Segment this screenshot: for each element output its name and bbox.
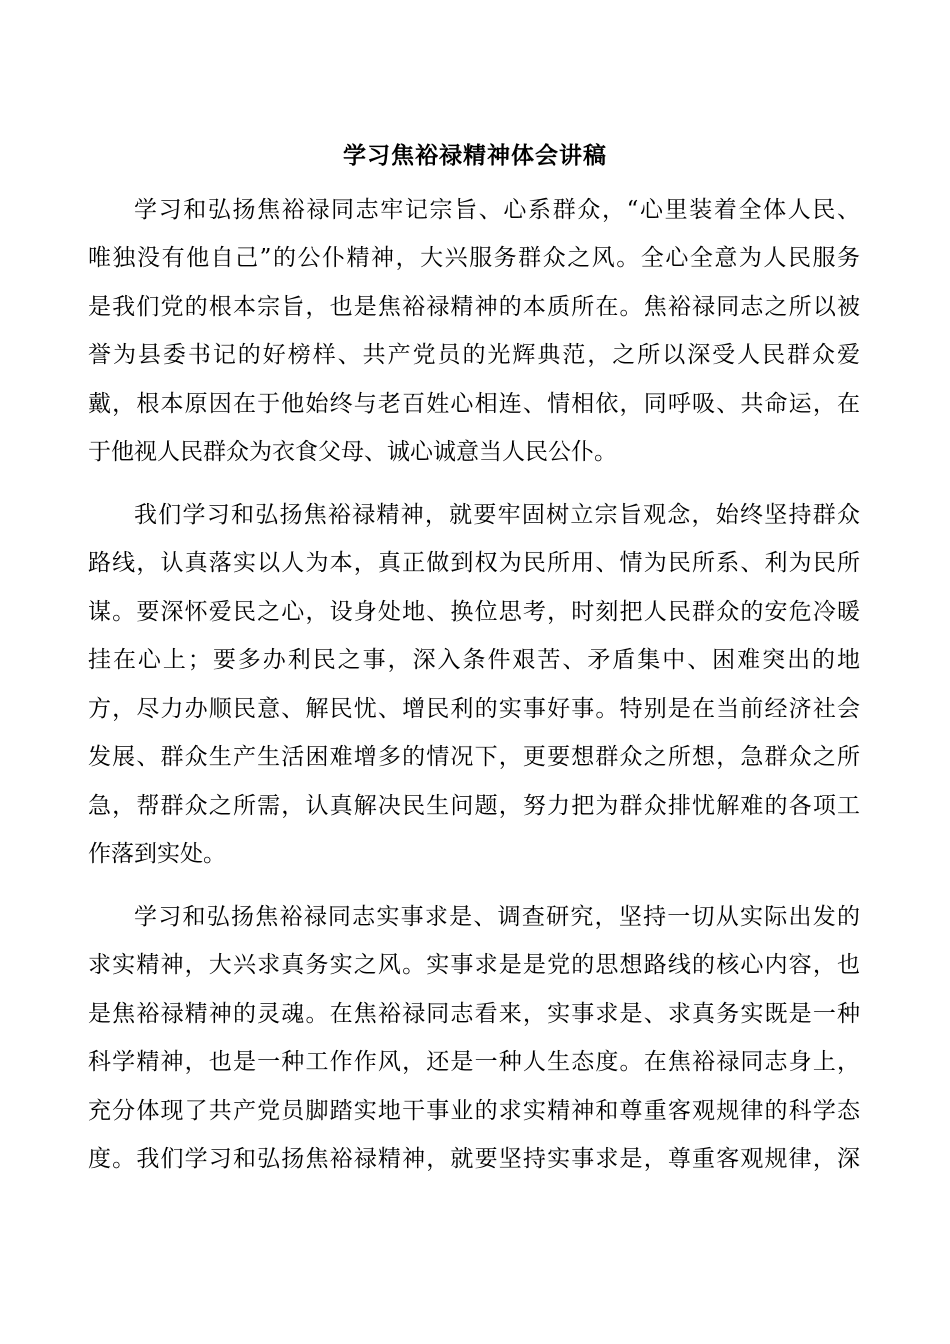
paragraph-3-line-1: 学习和弘扬焦裕禄同志实事求是、调查研究，坚持一切从实际出发的 xyxy=(134,904,860,930)
document-title: 学习焦裕禄精神体会讲稿 xyxy=(343,143,607,169)
paragraph-1-line-2: 唯独没有他自己”的公仆精神，大兴服务群众之风。全心全意为人民服务 xyxy=(88,245,860,271)
paragraph-3-line-5: 充分体现了共产党员脚踏实地干事业的求实精神和尊重客观规律的科学态 xyxy=(88,1098,860,1124)
paragraph-1-line-3: 是我们党的根本宗旨，也是焦裕禄精神的本质所在。焦裕禄同志之所以被 xyxy=(88,294,860,320)
paragraph-2-line-4: 挂在心上；要多办利民之事，深入条件艰苦、矛盾集中、困难突出的地 xyxy=(88,647,860,673)
paragraph-2-line-5: 方，尽力办顺民意、解民忧、增民利的实事好事。特别是在当前经济社会 xyxy=(88,696,860,722)
paragraph-1-line-4: 誉为县委书记的好榜样、共产党员的光辉典范，之所以深受人民群众爱 xyxy=(88,342,860,368)
paragraph-2-line-7: 急，帮群众之所需，认真解决民生问题，努力把为群众排忧解难的各项工 xyxy=(88,793,860,819)
paragraph-1-line-1: 学习和弘扬焦裕禄同志牢记宗旨、心系群众，“心里装着全体人民、 xyxy=(134,197,860,223)
paragraph-3-line-2: 求实精神，大兴求真务实之风。实事求是是党的思想路线的核心内容，也 xyxy=(88,952,860,978)
paragraph-2-line-8: 作落到实处。 xyxy=(88,841,226,867)
paragraph-2-line-2: 路线，认真落实以人为本，真正做到权为民所用、情为民所系、利为民所 xyxy=(88,550,860,576)
paragraph-3-line-4: 科学精神，也是一种工作作风，还是一种人生态度。在焦裕禄同志身上， xyxy=(88,1049,860,1075)
paragraph-1-line-6: 于他视人民群众为衣食父母、诚心诚意当人民公仆。 xyxy=(88,439,617,465)
paragraph-2-line-1: 我们学习和弘扬焦裕禄精神，就要牢固树立宗旨观念，始终坚持群众 xyxy=(134,502,860,528)
paragraph-3-line-6: 度。我们学习和弘扬焦裕禄精神，就要坚持实事求是，尊重客观规律，深 xyxy=(88,1146,860,1172)
paragraph-2-line-6: 发展、群众生产生活困难增多的情况下，更要想群众之所想，急群众之所 xyxy=(88,744,860,770)
paragraph-1-line-5: 戴，根本原因在于他始终与老百姓心相连、情相依，同呼吸、共命运，在 xyxy=(88,391,860,417)
paragraph-2-line-3: 谋。要深怀爱民之心，设身处地、换位思考，时刻把人民群众的安危冷暖 xyxy=(88,599,860,625)
paragraph-3-line-3: 是焦裕禄精神的灵魂。在焦裕禄同志看来，实事求是、求真务实既是一种 xyxy=(88,1001,860,1027)
